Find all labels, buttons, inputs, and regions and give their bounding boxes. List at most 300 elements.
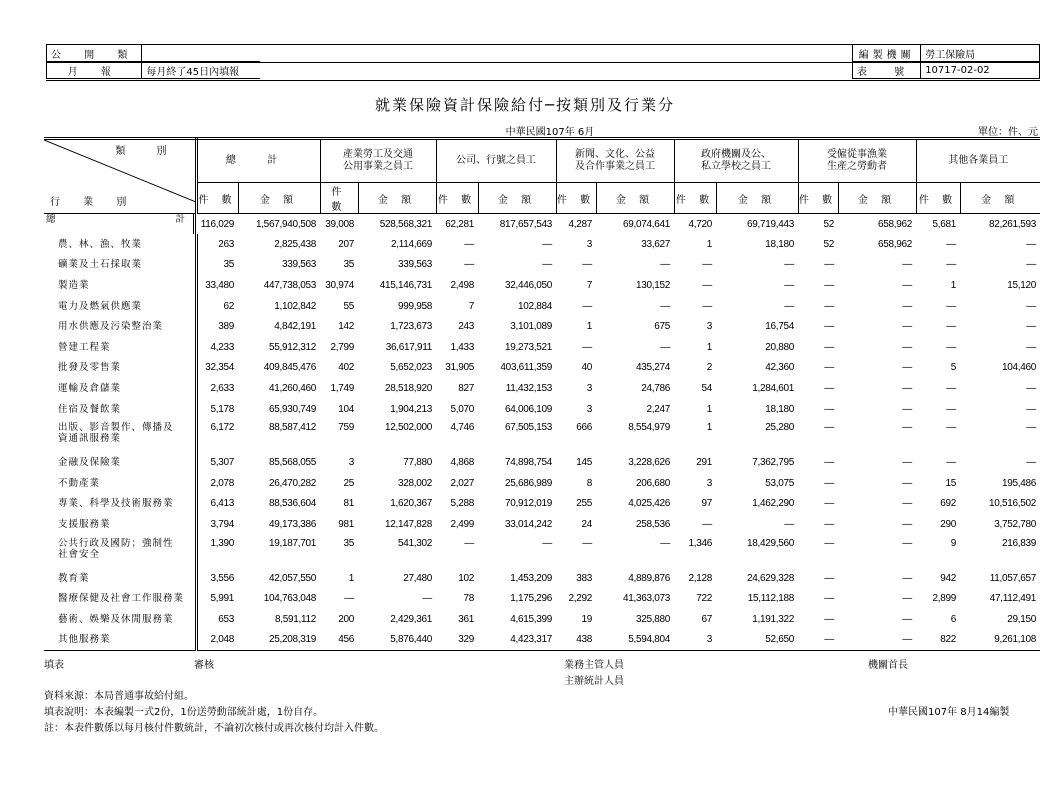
cell-count: 1 (706, 341, 712, 353)
cell-amount: 339,563 (397, 259, 432, 271)
industry-name: 醫療保健及社會工作服務業 (44, 588, 196, 609)
cell-count: 35 (223, 259, 234, 271)
cell-amount: — (660, 259, 670, 271)
table-row (44, 358, 1040, 379)
cell-amount: 4,615,399 (510, 613, 552, 625)
cell-count: 2,899 (932, 593, 956, 605)
table-row (44, 255, 1040, 276)
industry-name: 用水供應及污染整治業 (44, 316, 196, 337)
cell-amount: 3,101,089 (510, 321, 552, 333)
cell-amount: 19,187,701 (268, 537, 316, 549)
cell-amount: 16,754 (765, 321, 794, 333)
cell-count: 827 (458, 382, 474, 394)
cell-count: 255 (576, 498, 592, 510)
cell-count: 15 (945, 477, 956, 489)
cell-amount: 1,284,601 (752, 382, 794, 394)
supervisor-label: 業務主管人員 (564, 660, 624, 671)
cell-count: 4,233 (210, 341, 234, 353)
cell-count: 4,720 (688, 218, 712, 230)
industry-name: 金融及保險業 (44, 452, 196, 473)
cell-count: 263 (218, 238, 234, 250)
cell-count: 2,027 (450, 477, 474, 489)
cell-count: 52 (823, 218, 834, 230)
cell-amount: 1,453,209 (510, 572, 552, 584)
cell-amount: 1,462,290 (752, 498, 794, 510)
group-header-news-culture (556, 139, 674, 183)
cell-amount: 28,518,920 (384, 382, 432, 394)
group-header-text: 公司、行號之員工 (456, 155, 536, 166)
sub-header-amount: 金 額 (596, 183, 674, 214)
cell-count: 25 (343, 477, 354, 489)
cell-amount: — (1026, 321, 1036, 333)
remark-note: 註：本表件數係以每月核付件數統計，不論初次核付或再次核付均計入件數。 (44, 723, 384, 734)
corner-industry-label: 行 業 別 (50, 197, 137, 208)
cell-amount: 7,362,795 (752, 457, 794, 469)
cell-count: 666 (576, 422, 592, 434)
cell-count: — (582, 259, 592, 271)
cell-amount: 15,112,188 (747, 593, 794, 605)
cell-amount: — (660, 537, 670, 549)
table-row (44, 514, 1040, 535)
cell-amount: 32,446,050 (504, 279, 552, 291)
cell-count: — (946, 300, 956, 312)
cell-count: 116,029 (200, 218, 234, 230)
table-row (44, 214, 1040, 235)
cell-amount: 64,006,109 (504, 403, 552, 415)
group-header-government (674, 139, 798, 183)
industry-name: 不動產業 (44, 473, 196, 494)
cell-amount: 528,568,321 (379, 218, 432, 230)
cell-count: 383 (576, 572, 592, 584)
cell-count: 3 (706, 321, 712, 333)
cell-amount: 25,686,989 (504, 477, 552, 489)
cell-amount: 104,763,048 (263, 593, 316, 605)
cell-count: 1,749 (330, 382, 354, 394)
cell-count: 5,681 (932, 218, 956, 230)
cell-amount: — (1026, 300, 1036, 312)
corner-category-label: 類 別 (115, 146, 181, 157)
sub-header-count: 件 數 (674, 183, 716, 214)
industry-name: 其他服務業 (44, 630, 196, 651)
cell-count: 62 (223, 300, 234, 312)
benefit-table (44, 137, 1040, 651)
cell-amount: 12,502,000 (384, 422, 432, 434)
cell-amount: — (1026, 238, 1036, 250)
cell-count: — (464, 537, 474, 549)
cell-amount: 1,191,322 (752, 613, 794, 625)
total-label-char: 總 (46, 214, 56, 225)
cell-count: — (824, 403, 834, 415)
cell-count: 759 (338, 422, 354, 434)
cell-amount: — (902, 382, 912, 394)
cell-amount: 55,912,312 (268, 341, 316, 353)
cell-amount: 658,962 (877, 218, 912, 230)
agency-value: 勞工保險局 (921, 45, 1040, 62)
cell-count: 9 (950, 537, 956, 549)
cell-count: 33,480 (205, 279, 234, 291)
table-body (44, 214, 1040, 651)
page-title: 就業保險資計保險給付─按類別及行業分 (374, 96, 676, 114)
cell-count: 291 (696, 457, 712, 469)
cell-count: 39,008 (325, 218, 354, 230)
cell-count: 722 (696, 593, 712, 605)
cell-amount: — (784, 518, 794, 530)
cell-amount: — (902, 457, 912, 469)
group-header-fishery (798, 139, 916, 183)
cell-count: 2,048 (196, 630, 238, 651)
cell-amount: 18,429,560 (746, 537, 794, 549)
table-row (44, 473, 1040, 494)
cell-amount: 36,617,911 (385, 341, 432, 353)
cell-count: 3 (586, 238, 592, 250)
table-row (44, 378, 1040, 399)
cell-amount: — (542, 537, 552, 549)
industry-name: 教育業 (44, 568, 196, 589)
cell-count: 6 (950, 613, 956, 625)
cell-amount: — (902, 300, 912, 312)
cell-amount: 52,650 (716, 630, 798, 651)
cell-count: — (946, 382, 956, 394)
cell-count: 4,287 (568, 218, 592, 230)
form-label: 表 號 (853, 62, 921, 79)
industry-name: 批發及零售業 (44, 358, 196, 379)
cell-count: 5,288 (450, 498, 474, 510)
group-header-text: 生產之勞動者 (827, 161, 887, 172)
cell-amount: 104,460 (1001, 362, 1036, 374)
cell-amount: 216,839 (1001, 537, 1036, 549)
cell-amount: — (902, 259, 912, 271)
sub-header-amount: 金 額 (838, 183, 916, 214)
cell-amount: 2,114,669 (390, 238, 432, 250)
cell-count: 7 (586, 279, 592, 291)
table-row (44, 275, 1040, 296)
cell-amount: 3,228,626 (628, 457, 670, 469)
cell-count: 31,905 (445, 362, 474, 374)
group-header-text: 新聞、文化、公益 (575, 149, 655, 160)
report-date: 中華民國107年 6月 (505, 127, 595, 138)
cell-count: 200 (338, 613, 354, 625)
cell-count: 55 (343, 300, 354, 312)
table-row (44, 452, 1040, 473)
cell-count: 2,498 (450, 279, 474, 291)
industry-name: 農、林、漁、牧業 (44, 234, 196, 255)
cell-amount: 11,057,657 (989, 572, 1036, 584)
cell-count: 329 (436, 630, 478, 651)
table-row (44, 337, 1040, 358)
cell-amount: — (660, 341, 670, 353)
cell-amount: 70,912,019 (504, 498, 552, 510)
cell-amount: 88,587,412 (268, 422, 316, 434)
cell-amount: 18,180 (765, 238, 794, 250)
agency-label: 編製機關 (853, 45, 921, 62)
cell-count: 6,172 (210, 422, 234, 434)
unit-label: 單位：件、元 (978, 127, 1038, 138)
cell-count: — (824, 613, 834, 625)
cell-count: — (946, 341, 956, 353)
cell-count: 5,307 (210, 457, 234, 469)
cell-count: 290 (940, 518, 956, 530)
cell-count: 2 (706, 362, 712, 374)
cell-amount: 195,486 (1001, 477, 1036, 489)
cell-amount: 5,876,440 (358, 630, 436, 651)
cell-amount: 65,930,749 (268, 403, 316, 415)
cell-count: 32,354 (205, 362, 234, 374)
cell-amount: 26,470,282 (268, 477, 316, 489)
total-label-char: 計 (175, 214, 185, 225)
cell-count: 104 (338, 403, 354, 415)
cell-amount: — (1026, 382, 1036, 394)
cell-amount: 42,360 (765, 362, 794, 374)
cell-amount: 4,423,317 (478, 630, 556, 651)
cell-amount: 19,273,521 (504, 341, 552, 353)
reviewer-label: 審核 (194, 660, 214, 671)
cell-amount: 49,173,386 (268, 518, 316, 530)
cell-count: 361 (458, 613, 474, 625)
cell-amount: — (902, 422, 912, 434)
cell-count: 35 (343, 537, 354, 549)
cell-count: — (344, 593, 354, 605)
cell-amount: — (902, 362, 912, 374)
cell-count: 30,974 (325, 279, 354, 291)
cell-count: — (582, 300, 592, 312)
cell-count: — (824, 498, 834, 510)
cell-count: 4,868 (450, 457, 474, 469)
instruction-note: 填表說明：本表編製一式2份，1份送勞動部統計處，1份自存。 (44, 707, 324, 718)
industry-name: 支援服務業 (44, 514, 196, 535)
table-row (44, 630, 1040, 651)
group-header-text: 及合作事業之員工 (575, 161, 655, 172)
cell-count: 3,794 (210, 518, 234, 530)
cell-count: 8 (586, 477, 592, 489)
cell-count: 67 (701, 613, 712, 625)
cell-amount: 2,825,438 (274, 238, 316, 250)
cell-count: 1 (586, 321, 592, 333)
cell-amount: 25,280 (765, 422, 794, 434)
cell-count: 5,070 (450, 403, 474, 415)
cell-count: — (824, 537, 834, 549)
sub-header-amount: 金 額 (478, 183, 556, 214)
cell-amount: 415,146,731 (379, 279, 432, 291)
cell-amount: 47,112,491 (989, 593, 1036, 605)
sub-header-amount: 金 額 (960, 183, 1040, 214)
cell-amount: 69,719,443 (746, 218, 794, 230)
cell-amount: — (1026, 422, 1036, 434)
cell-amount: 41,260,460 (268, 382, 316, 394)
source-note: 資料來源：本局普通事故給付組。 (44, 691, 194, 702)
table-row (44, 494, 1040, 515)
cell-amount: — (784, 279, 794, 291)
cell-count: — (946, 259, 956, 271)
group-header-text: 產業勞工及交通 (343, 149, 413, 160)
sub-header-count: 件 數 (196, 183, 238, 214)
group-header-text: 公用事業之員工 (343, 161, 413, 172)
sub-header-count: 件 數 (798, 183, 838, 214)
cell-count: — (946, 457, 956, 469)
cell-amount: 25,208,319 (238, 630, 320, 651)
sub-header-amount: 金 額 (238, 183, 320, 214)
cell-amount: — (784, 259, 794, 271)
sub-header-amount: 金 額 (358, 183, 436, 214)
stat-head-label: 主辦統計人員 (564, 676, 624, 687)
cell-amount: 24,786 (641, 382, 670, 394)
cell-amount: 1,723,673 (390, 321, 432, 333)
cell-amount: — (902, 321, 912, 333)
cell-amount: — (902, 279, 912, 291)
industry-name (44, 214, 196, 234)
cell-amount: 102,884 (517, 300, 552, 312)
table-row (44, 234, 1040, 255)
cell-count: 243 (458, 321, 474, 333)
cell-amount: 15,120 (1007, 279, 1036, 291)
cell-count: — (824, 362, 834, 374)
cell-count: — (824, 457, 834, 469)
cell-count: — (824, 341, 834, 353)
cell-amount: 18,180 (765, 403, 794, 415)
cell-count: 52 (823, 238, 834, 250)
cell-count: 402 (338, 362, 354, 374)
cell-amount: 9,261,108 (960, 630, 1040, 651)
cell-count: — (702, 518, 712, 530)
cell-count: 62,281 (445, 218, 474, 230)
cell-count: — (702, 279, 712, 291)
period-note: 每月終了45日內填報 (142, 62, 261, 79)
cell-count: — (946, 422, 956, 434)
cell-count: 1,390 (210, 537, 234, 549)
cell-count: 207 (338, 238, 354, 250)
cell-count: 2,633 (210, 382, 234, 394)
cell-amount: 77,880 (403, 457, 432, 469)
cell-amount: 41,363,073 (622, 593, 670, 605)
cell-count: 653 (218, 613, 234, 625)
table-row (44, 568, 1040, 589)
industry-name: 公共行政及國防；強制性 社會安全 (44, 535, 196, 568)
cell-amount: 74,898,754 (504, 457, 552, 469)
cell-count: — (824, 593, 834, 605)
sub-header-count: 件 數 (320, 183, 358, 214)
cell-count: 1 (706, 422, 712, 434)
cell-count: 1 (348, 572, 354, 584)
table-row (44, 609, 1040, 630)
cell-count: 5 (950, 362, 956, 374)
cell-amount: 11,432,153 (505, 382, 552, 394)
cell-amount: 2,429,361 (390, 613, 432, 625)
cell-count: 3 (674, 630, 716, 651)
cell-count: 1,433 (450, 341, 474, 353)
cell-amount: 42,057,550 (268, 572, 316, 584)
table-corner-header (44, 139, 196, 214)
cell-count: 942 (940, 572, 956, 584)
cell-amount: 85,568,055 (268, 457, 316, 469)
cell-count: 3 (348, 457, 354, 469)
cell-amount: 20,880 (765, 341, 794, 353)
cell-amount: 1,175,296 (510, 593, 552, 605)
cell-amount: 658,962 (877, 238, 912, 250)
cell-amount: — (838, 630, 916, 651)
group-header-company (436, 139, 556, 183)
cell-amount: 82,261,593 (988, 218, 1036, 230)
cell-count: 4,746 (450, 422, 474, 434)
cell-count: 2,292 (568, 593, 592, 605)
cell-amount: 130,152 (635, 279, 670, 291)
cell-amount: 447,738,053 (263, 279, 316, 291)
cell-count: — (824, 259, 834, 271)
cell-count: — (824, 300, 834, 312)
cell-amount: 4,025,426 (628, 498, 670, 510)
sub-header-count: 件 數 (436, 183, 478, 214)
cell-count: 145 (576, 457, 592, 469)
cell-amount: 4,842,191 (274, 321, 316, 333)
cell-count: 2,078 (210, 477, 234, 489)
cell-amount: 3,752,780 (994, 518, 1036, 530)
cell-count: 1 (950, 279, 956, 291)
group-header-text: 總 計 (225, 155, 292, 166)
cell-amount: 53,075 (765, 477, 794, 489)
cell-count: 102 (458, 572, 474, 584)
filler-label: 填表 (44, 660, 64, 671)
cell-amount: — (902, 498, 912, 510)
cell-count: — (824, 477, 834, 489)
industry-name: 藝術、娛樂及休閒服務業 (44, 609, 196, 630)
sub-header-count: 件 數 (556, 183, 596, 214)
cell-amount: 435,274 (635, 362, 670, 374)
cell-amount: — (1026, 259, 1036, 271)
cell-amount: 8,554,979 (628, 422, 670, 434)
cell-count: — (946, 403, 956, 415)
cell-count: 19 (581, 613, 592, 625)
table-row (44, 399, 1040, 420)
industry-name: 運輸及倉儲業 (44, 378, 196, 399)
cell-amount: 27,480 (403, 572, 432, 584)
cell-count: 7 (468, 300, 474, 312)
cell-count: 40 (581, 362, 592, 374)
group-header-text: 其他各業員工 (948, 155, 1009, 166)
cell-amount: — (1026, 457, 1036, 469)
period-label: 月 報 (47, 62, 142, 79)
cell-count: 389 (218, 321, 234, 333)
group-header-other (916, 139, 1040, 183)
cell-count: 981 (338, 518, 354, 530)
sub-header-count: 件 數 (916, 183, 960, 214)
industry-name: 礦業及土石採取業 (44, 255, 196, 276)
cell-amount: 69,074,641 (622, 218, 670, 230)
cell-count: 78 (463, 593, 474, 605)
cell-count: 6,413 (210, 498, 234, 510)
cell-count: — (702, 300, 712, 312)
cell-amount: 999,958 (397, 300, 432, 312)
industry-name: 營建工程業 (44, 337, 196, 358)
cell-amount: 541,302 (397, 537, 432, 549)
cell-count: 3 (706, 477, 712, 489)
cell-count: — (824, 382, 834, 394)
cell-count: — (582, 341, 592, 353)
table-row (44, 588, 1040, 609)
cell-count: — (824, 321, 834, 333)
cell-count: — (464, 238, 474, 250)
cell-count: 1 (706, 238, 712, 250)
cell-amount: — (902, 572, 912, 584)
cell-count: — (824, 422, 834, 434)
industry-name: 製造業 (44, 275, 196, 296)
cell-amount: 12,147,828 (384, 518, 432, 530)
group-header-text: 受僱從事漁業 (827, 149, 887, 160)
cell-amount: — (902, 403, 912, 415)
cell-count: — (702, 259, 712, 271)
public-label: 公 開 類 (47, 45, 142, 62)
cell-count: 2,499 (450, 518, 474, 530)
cell-count: 24 (581, 518, 592, 530)
industry-name: 住宿及餐飲業 (44, 399, 196, 420)
agency-head-label: 機關首長 (868, 660, 908, 671)
